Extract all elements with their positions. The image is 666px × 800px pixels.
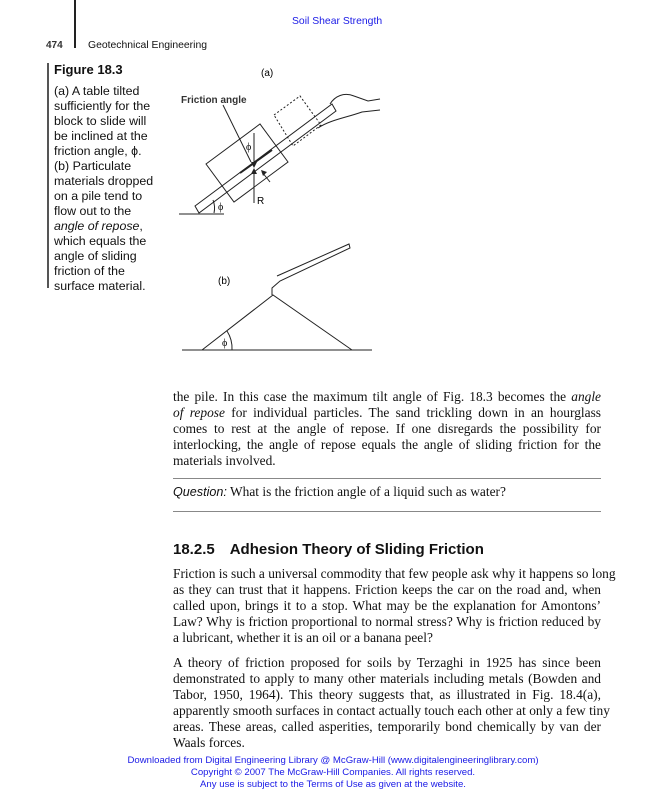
text-run: the pile. In this case the maximum tilt angle of Fig. 18.3 becomes the [173,389,567,404]
text-line [173,405,601,421]
page-number: 474 [46,40,63,51]
caption-line: friction of the [54,264,125,278]
text-line: called upon, brings it to a stop. What may be the explanation for Amontons’ [173,598,601,613]
text-line: materials involved. [173,453,276,468]
text-line: interlocking, the angle of repose equals the angle of sliding friction for the [173,437,601,452]
figure-label: Figure 18.3 [54,62,123,77]
block [206,124,288,202]
text-line [173,389,601,405]
question-text: What is the friction angle of a liquid such as water? [230,484,506,499]
divider [173,478,601,479]
running-title[interactable]: Soil Shear Strength [292,16,383,27]
footer-terms[interactable]: Any use is subject to the Terms of Use as given at the website. [200,779,466,790]
caption-punct: , [139,219,143,233]
text-line: Law? Why is friction proportional to normal stress? Why is friction reduced by [173,614,601,629]
panel-b-label: (b) [218,276,231,287]
hatched-region [274,96,321,146]
text-line: as they can trust that it happens. Friction keeps the car on the road and, when [173,582,601,597]
section-number: 18.2.5 [173,541,215,558]
text-line: Friction is such a universal commodity that few people ask why it happens so long [173,566,616,581]
funnel [272,244,350,295]
question-label: Question: [173,485,227,499]
text-line: a lubricant, whether it is an oil or a banana peel? [173,630,433,645]
book-title: Geotechnical Engineering [88,40,207,51]
caption-line: be inclined at the [54,129,148,143]
caption-italic: angle of repose [54,219,140,233]
tilted-table [195,104,336,213]
caption-line: on a pile tend to [54,189,143,203]
text-line: apparently smooth surfaces in contact actually touch each other at only a few tiny [173,703,610,718]
text-line: demonstrated to apply to many other materials including metals (Bowden and [173,671,601,686]
paragraph [173,566,616,646]
text-line: comes to rest at the angle of repose. If one disregards the possibility for [173,421,601,436]
caption-line: surface material. [54,279,146,293]
caption-line: (b) Particulate [54,159,132,173]
phi-label: ϕ [222,338,228,349]
panel-a-label: (a) [261,68,274,79]
figure-illustration [0,0,666,370]
question [173,484,506,500]
section-title: Adhesion Theory of Sliding Friction [229,541,484,558]
friction-angle-label: Friction angle [181,95,247,106]
footer-copyright[interactable]: Copyright © 2007 The McGraw-Hill Companies. All rights reserved. [190,767,476,778]
caption-line: angle of sliding [54,249,137,263]
text-line: A theory of friction proposed for soils by Terzaghi in 1925 has since been [173,655,601,670]
text-line: Waals forces. [173,735,245,750]
caption-line: block to slide will [54,114,147,128]
caption-line: materials dropped [54,174,154,188]
r-label: R [257,196,265,207]
caption-line: (a) A table tilted [54,84,140,98]
divider [173,511,601,512]
italic-term: angle [571,389,601,404]
italic-term: of repose [173,405,225,420]
text-line: areas. These areas, called asperities, temporarily bond chemically by van der [173,719,601,734]
paragraph [173,389,601,469]
text-run: for individual particles. The sand trickling down in an hourglass [231,405,602,420]
caption-line: sufficiently for the [54,99,151,113]
paragraph [173,655,610,751]
section-heading [173,541,484,558]
hand [330,94,380,104]
caption-line: friction angle, ϕ. [54,144,142,158]
phi-label: ϕ [246,142,252,153]
caption-line: flow out to the [54,204,132,218]
phi-label: ϕ [218,202,224,213]
footer-download-link[interactable]: Downloaded from Digital Engineering Library @ McGraw-Hill (www.digitalengineeringlibrary.com) [127,755,539,766]
text-line: Tabor, 1950, 1964). This theory suggests that, as illustrated in Fig. 18.4(a), [173,687,601,702]
caption-line: which equals the [54,234,147,248]
